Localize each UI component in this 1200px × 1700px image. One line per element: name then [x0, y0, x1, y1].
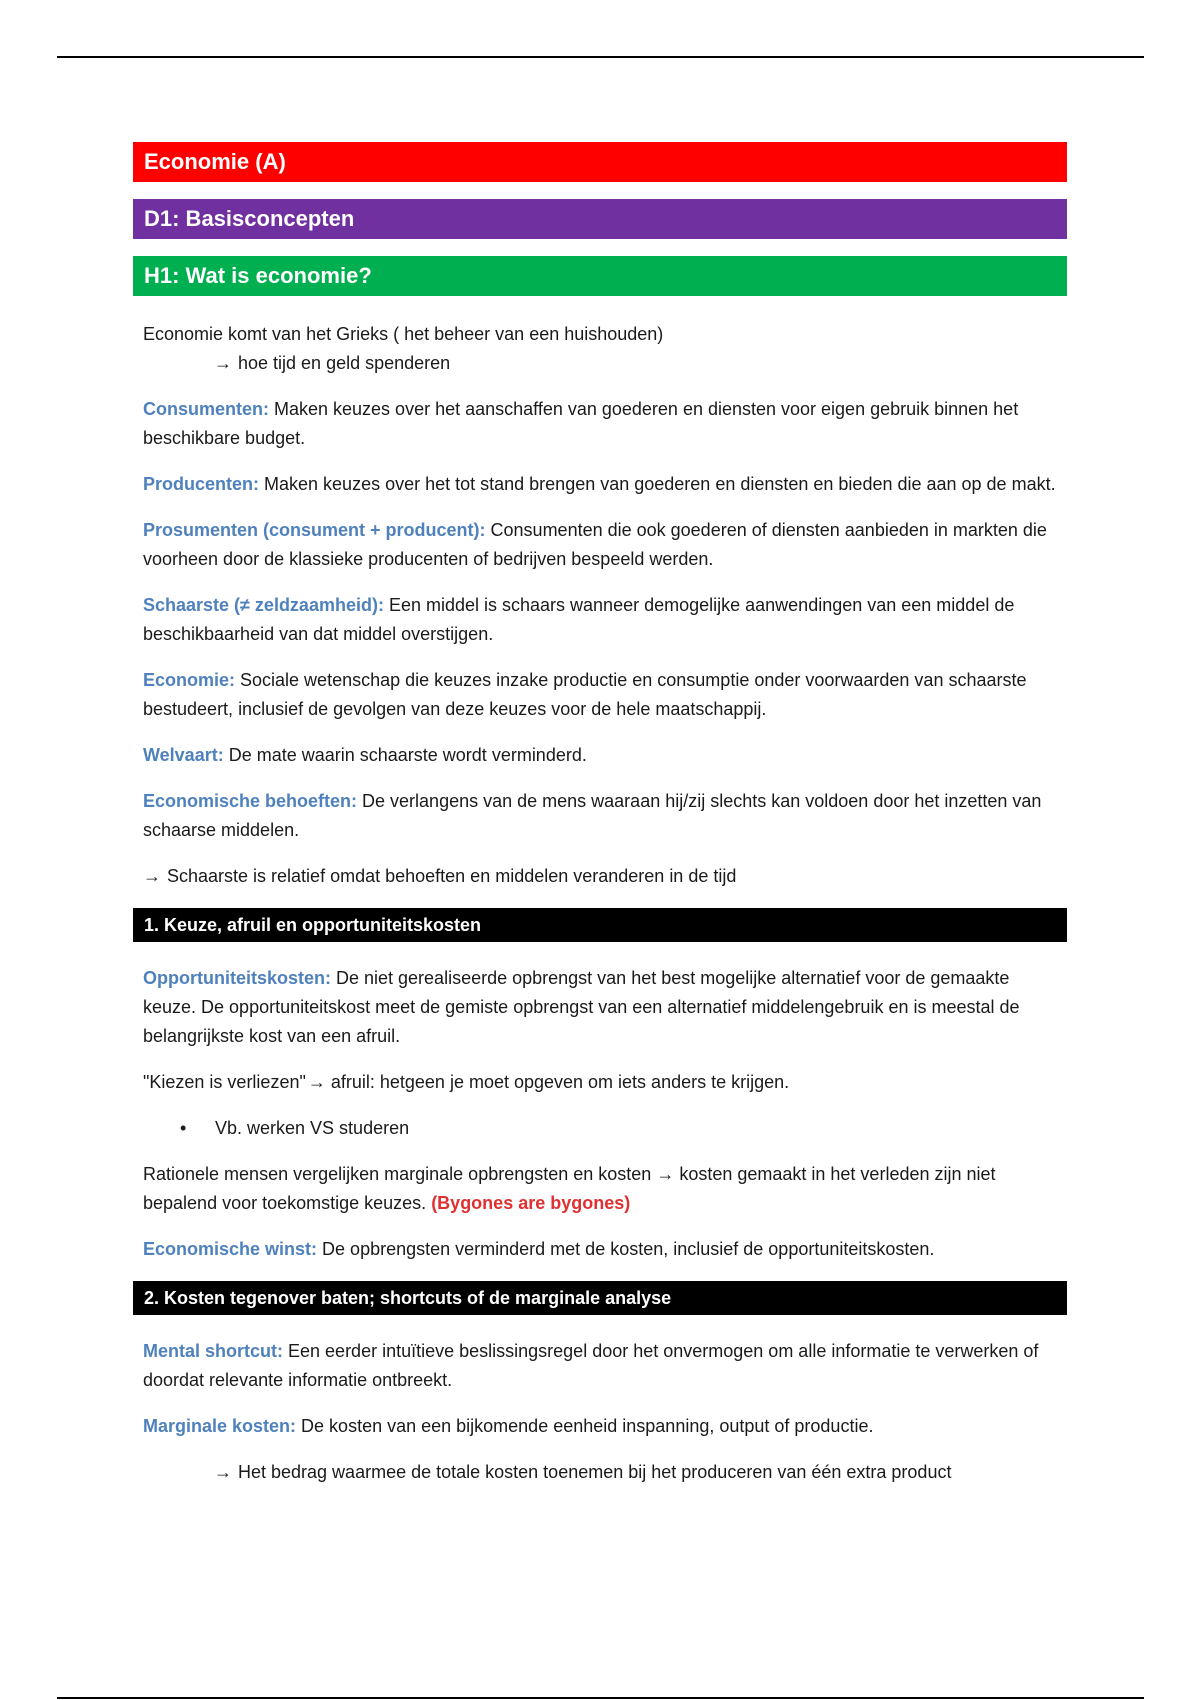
section-1-heading: 1. Keuze, afruil en opportuniteitskosten [133, 908, 1067, 942]
definition-text: Maken keuzes over het tot stand brengen van goederen en diensten en bieden die aan op de makt. [259, 474, 1056, 494]
arrow-right-icon: → [656, 1164, 675, 1184]
rational-paragraph [133, 1160, 1067, 1218]
definition-mental-shortcut [133, 1337, 1067, 1395]
definition-behoeften [133, 787, 1067, 845]
note-relative [133, 862, 1067, 891]
rational-text-b: kosten gemaakt in het verleden zijn niet bepalend voor toekomstige keuzes. [143, 1164, 996, 1213]
list-item [133, 1114, 1067, 1143]
note-relative-text: Schaarste is relatief omdat behoeften en middelen veranderen in de tijd [167, 866, 737, 886]
definition-term: Economische behoeften: [143, 791, 358, 811]
definition-text: De kosten van een bijkomende eenheid inspanning, output of productie. [296, 1416, 874, 1436]
definition-text: De opbrengsten verminderd met de kosten, inclusief de opportuniteitskosten. [317, 1239, 935, 1259]
definition-term: Prosumenten (consument + producent): [143, 520, 486, 540]
chapter-heading: H1: Wat is economie? [133, 256, 1067, 296]
intro-arrow-line [133, 349, 1067, 378]
top-rule [57, 56, 1144, 58]
arrow-right-icon: → [214, 353, 232, 373]
definition-term: Producenten: [143, 474, 260, 494]
definition-term: Opportuniteitskosten: [143, 968, 331, 988]
definition-text: Maken keuzes over het aanschaffen van goederen en diensten voor eigen gebruik binnen het beschikbare budget. [143, 399, 1019, 448]
definition-welvaart [133, 741, 1067, 770]
definition-producenten [133, 470, 1067, 499]
definition-term: Schaarste (≠ zeldzaamheid): [143, 595, 384, 615]
list-item-text: Vb. werken VS studeren [215, 1118, 410, 1138]
definition-term: Economische winst: [143, 1239, 318, 1259]
definition-consumenten [133, 395, 1067, 453]
intro-arrow-text: hoe tijd en geld spenderen [238, 353, 451, 373]
definition-text: Een eerder intuïtieve beslissingsregel door het onvermogen om alle informatie te verwerken of doordat relevante informatie ontbreekt. [143, 1341, 1039, 1390]
definition-marginale-kosten [133, 1412, 1067, 1441]
bygones-note: (Bygones are bygones) [431, 1193, 631, 1213]
arrow-right-icon: → [214, 1462, 232, 1482]
arrow-right-icon: → [143, 866, 161, 886]
section-2-heading: 2. Kosten tegenover baten; shortcuts of de marginale analyse [133, 1281, 1067, 1315]
definition-term: Mental shortcut: [143, 1341, 284, 1361]
part-heading: D1: Basisconcepten [133, 199, 1067, 239]
marginal-note [133, 1458, 1067, 1487]
definition-term: Economie: [143, 670, 236, 690]
definition-text: De niet gerealiseerde opbrengst van het best mogelijke alternatief voor de gemaakte keuze. De opportuniteitskost meet de gemiste opbrengst van een alternatief middelengebruik en is meestal de belangrijkste kost van een afruil. [143, 968, 1020, 1046]
definition-prosumenten [133, 516, 1067, 574]
intro-line: Economie komt van het Grieks ( het beheer van een huishouden) [143, 324, 664, 344]
rational-text-a: Rationele mensen vergelijken marginale opbrengsten en kosten [143, 1164, 657, 1184]
arrow-right-icon: → [307, 1072, 326, 1092]
definition-term: Welvaart: [143, 745, 224, 765]
bottom-rule [57, 1697, 1144, 1699]
course-heading: Economie (A) [133, 142, 1067, 182]
definition-text: De mate waarin schaarste wordt verminderd. [223, 745, 587, 765]
marginal-note-text: Het bedrag waarmee de totale kosten toenemen bij het produceren van één extra product [238, 1462, 952, 1482]
definition-economie [133, 666, 1067, 724]
quote-text: "Kiezen is verliezen" [143, 1072, 306, 1092]
definition-term: Consumenten: [143, 399, 269, 419]
definition-text: De verlangens van de mens waaraan hij/zij slechts kan voldoen door het inzetten van schaarse middelen. [143, 791, 1042, 840]
definition-text: Sociale wetenschap die keuzes inzake productie en consumptie onder voorwaarden van schaarste bestudeert, inclusief de gevolgen van deze keuzes voor de hele maatschappij. [143, 670, 1027, 719]
definition-schaarste [133, 591, 1067, 649]
quote-rest: afruil: hetgeen je moet opgeven om iets anders te krijgen. [325, 1072, 790, 1092]
definition-text: Consumenten die ook goederen of diensten aanbieden in markten die voorheen door de klassieke producenten of bedrijven bespeeld werden. [143, 520, 1047, 569]
definition-economische-winst [133, 1235, 1067, 1264]
definition-opportuniteitskosten [133, 964, 1067, 1051]
definition-text: Een middel is schaars wanneer demogelijke aanwendingen van een middel de beschikbaarheid van dat middel overstijgen. [143, 595, 1015, 644]
quote-line [133, 1068, 1067, 1097]
bullet-icon: • [180, 1118, 187, 1138]
definition-term: Marginale kosten: [143, 1416, 297, 1436]
document-body [133, 142, 1067, 1504]
